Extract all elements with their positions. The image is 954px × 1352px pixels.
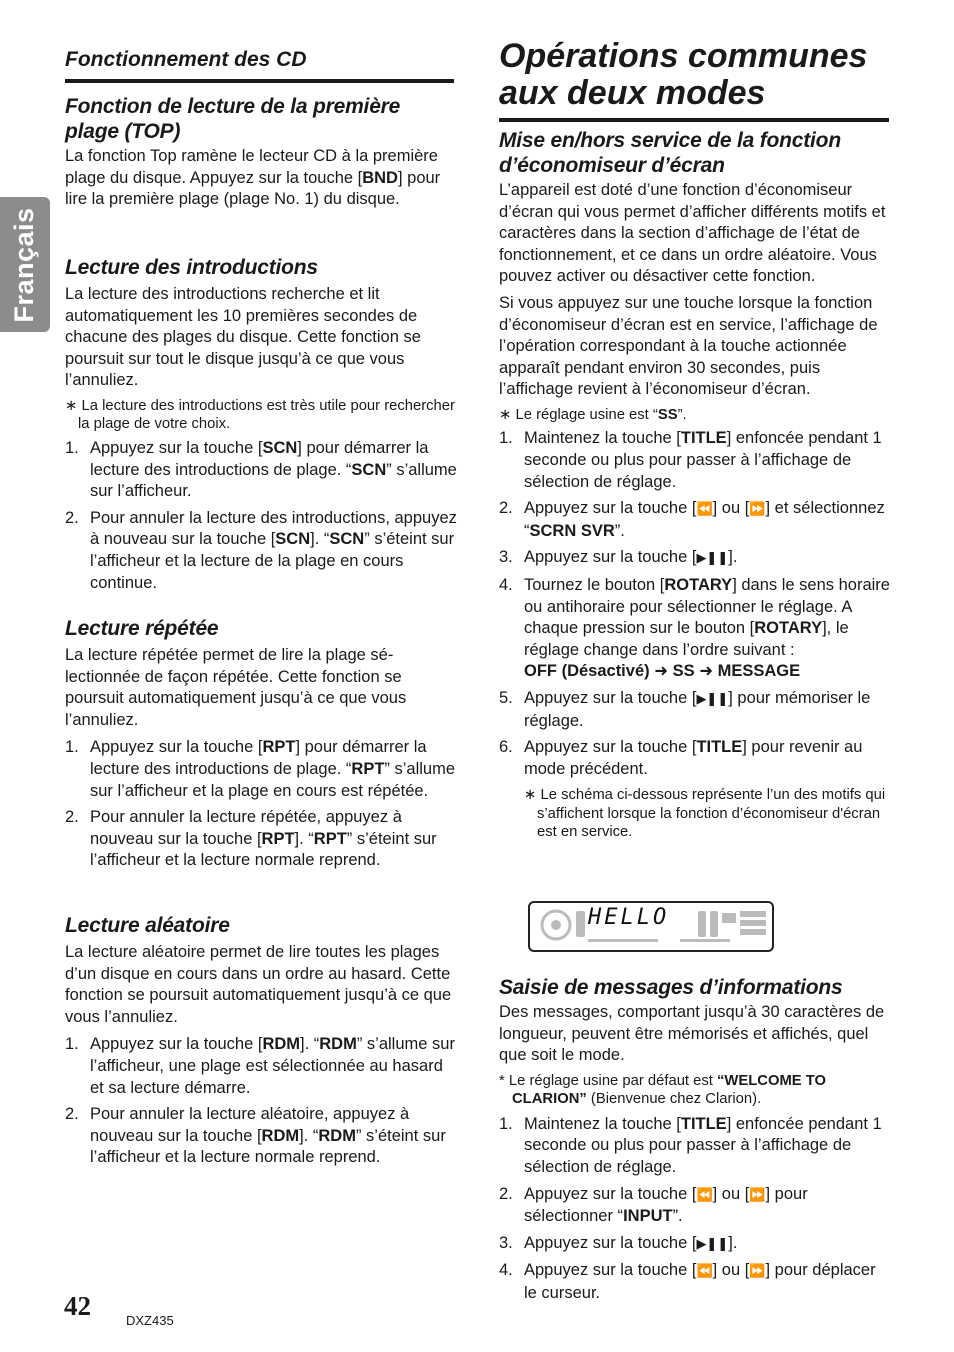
list-item: 1. Appuyez sur la touche [SCN] pour démarrer la lecture des introductions de plage. “SCN” s’allume sur l’afficheur. xyxy=(65,438,457,501)
list-item: 2. Pour annuler la lecture aléatoire, appuyez à nouveau sur la touche [RDM]. “RDM” s’éteint sur l’afficheur et la lecture normale reprend. xyxy=(65,1105,446,1167)
intro-heading: Lecture des introductions xyxy=(65,256,318,279)
list-item: 5. Appuyez sur la touche [▶❚❚] pour mémoriser le réglage. xyxy=(499,688,871,730)
list-item: 1. Appuyez sur la touche [RPT] pour démarrer la lecture des introductions de plage. “RPT” s’allume sur l’afficheur et la plage en cours est répétée. xyxy=(65,738,456,800)
list-item: 2. Pour annuler la lecture répétée, appuyez à nouveau sur la touche [RPT]. “RPT” s’éteint sur l’afficheur et la lecture normale reprend. xyxy=(65,808,437,870)
list-item: 3. Appuyez sur la touche [▶❚❚]. xyxy=(499,1233,738,1252)
screensaver-heading: Mise en/hors service de la fonction d’économiseur d’écran xyxy=(499,129,841,177)
lcd-display-illustration xyxy=(528,901,774,952)
next-icon: ⏩ xyxy=(749,502,766,518)
page-number: 42 xyxy=(64,1291,91,1321)
message-body: Des messages, comportant jusqu’à 30 caractères de longueur, peuvent être mémorisés et affichés, quel que soit le mode. xyxy=(499,1003,885,1065)
play-pause-icon: ▶❚❚ xyxy=(696,1236,729,1252)
intro-body: La lecture des introductions recherche et lit automatiquement les 10 premières secondes de chacune des plages du disque. Cette fonction se poursuit sur tout le disque jusqu’à ce que vous l’annuliez. xyxy=(65,285,421,390)
model-number: DXZ435 xyxy=(126,1313,174,1328)
top-heading: Fonction de lecture de la première plage (TOP) xyxy=(65,95,401,143)
next-icon: ⏩ xyxy=(749,1264,766,1280)
repeat-body: La lecture répétée permet de lire la plage sé- lectionnée de façon répétée. Cette fonction se poursuit automatiquement jusqu’à ce que vous l’annuliez. xyxy=(65,646,407,729)
play-pause-icon: ▶❚❚ xyxy=(696,691,729,707)
intro-note: ∗ La lecture des introductions est très utile pour rechercher la plage de votre choix. xyxy=(65,397,455,433)
list-item: 4. Tournez le bouton [ROTARY] dans le sens horaire ou antihoraire pour sélectionner le réglage. A chaque pression sur le bouton [ROTARY], le réglage change dans l’ordre suivant : OFF (Désactivé) ➜ SS ➜ MESSAGE xyxy=(499,576,890,681)
page-title: Opérations communes aux deux modes xyxy=(499,38,889,122)
top-body: La fonction Top ramène le lecteur CD à la première plage du disque. Appuyez sur la touche [BND] pour lire la première plage (plage No. 1) du disque. xyxy=(65,147,441,209)
list-item: 4. Appuyez sur la touche [⏪] ou [⏩] pour déplacer le curseur. xyxy=(499,1261,876,1302)
repeat-section xyxy=(65,616,457,872)
message-heading: Saisie de messages d’informations xyxy=(499,976,843,999)
top-section xyxy=(65,94,457,211)
prev-icon: ⏪ xyxy=(696,1187,713,1203)
setting-sequence: OFF (Désactivé) ➜ SS ➜ MESSAGE xyxy=(524,662,801,681)
play-pause-icon: ▶❚❚ xyxy=(696,551,729,567)
prev-icon: ⏪ xyxy=(696,1264,713,1280)
next-icon: ⏩ xyxy=(749,1187,766,1203)
list-item: 6. Appuyez sur la touche [TITLE] pour revenir au mode précédent. ∗ Le schéma ci-dessous représente l’un des motifs qui s’affichent lorsque la fonction d’économiseur d'écran est en service. xyxy=(499,737,891,842)
list-item: 2. Appuyez sur la touche [⏪] ou [⏩] et sélectionnez “SCRN SVR”. xyxy=(499,499,885,540)
list-item: 2. Appuyez sur la touche [⏪] ou [⏩] pour sélectionner “INPUT”. xyxy=(499,1184,808,1226)
screensaver-note: ∗ Le réglage usine est “SS”. xyxy=(499,406,687,423)
random-heading: Lecture aléatoire xyxy=(65,914,230,937)
language-tab xyxy=(0,197,50,332)
message-note: * Le réglage usine par défaut est “WELCOME TO CLARION” (Bienvenue chez Clarion). xyxy=(499,1072,827,1108)
intro-section xyxy=(65,255,457,594)
list-item: 2. Pour annuler la lecture des introductions, appuyez à nouveau sur la touche [SCN]. “SCN” s’éteint sur l’afficheur et la lecture de la plage en cours continue. xyxy=(65,508,457,592)
language-tab-label: Français xyxy=(9,206,40,323)
screensaver-section xyxy=(499,128,891,842)
list-item: 1. Maintenez la touche [TITLE] enfoncée pendant 1 seconde ou plus pour passer à l’affichage de sélection de réglage. xyxy=(499,429,882,491)
prev-icon: ⏪ xyxy=(696,502,713,518)
diagram-note: ∗ Le schéma ci-dessous représente l’un des motifs qui s’affichent lorsque la fonction d’économiseur d'écran est en service. xyxy=(524,787,886,841)
message-section xyxy=(499,975,891,1305)
screensaver-body-1: L’appareil est doté d’une fonction d’économiseur d’écran qui vous permet d’afficher différents motifs et caractères dans la section d’affichage de l’état de fonctionnement, et ce dans un ordre aléatoire. Vous pouvez activer ou désactiver cette fonction. xyxy=(499,181,886,286)
random-body: La lecture aléatoire permet de lire toutes les plages d’un disque en cours dans un ordre au hasard. Cette fonction se poursuit automatiquement jusqu’à ce que vous l’annuliez. xyxy=(65,943,452,1026)
random-section xyxy=(65,913,457,1169)
list-item: 1. Appuyez sur la touche [RDM]. “RDM” s’allume sur l’afficheur, une plage est sélectionnée au hasard et sa lecture démarre. xyxy=(65,1035,455,1097)
list-item: 1. Maintenez la touche [TITLE] enfoncée pendant 1 seconde ou plus pour passer à l’affichage de sélection de réglage. xyxy=(499,1114,882,1176)
screensaver-body-2: Si vous appuyez sur une touche lorsque la fonction d’économiseur d’écran est en service, l’affichage de l’opération correspondant à la touche actionnée apparaît pendant environ 30 secondes, puis l’affichage revient à l’économiseur d’écran. xyxy=(499,293,878,399)
list-item: 3. Appuyez sur la touche [▶❚❚]. xyxy=(499,548,738,567)
section-title: Fonctionnement des CD xyxy=(65,47,454,83)
lcd-text: HELLO xyxy=(588,905,670,930)
repeat-heading: Lecture répétée xyxy=(65,617,219,640)
